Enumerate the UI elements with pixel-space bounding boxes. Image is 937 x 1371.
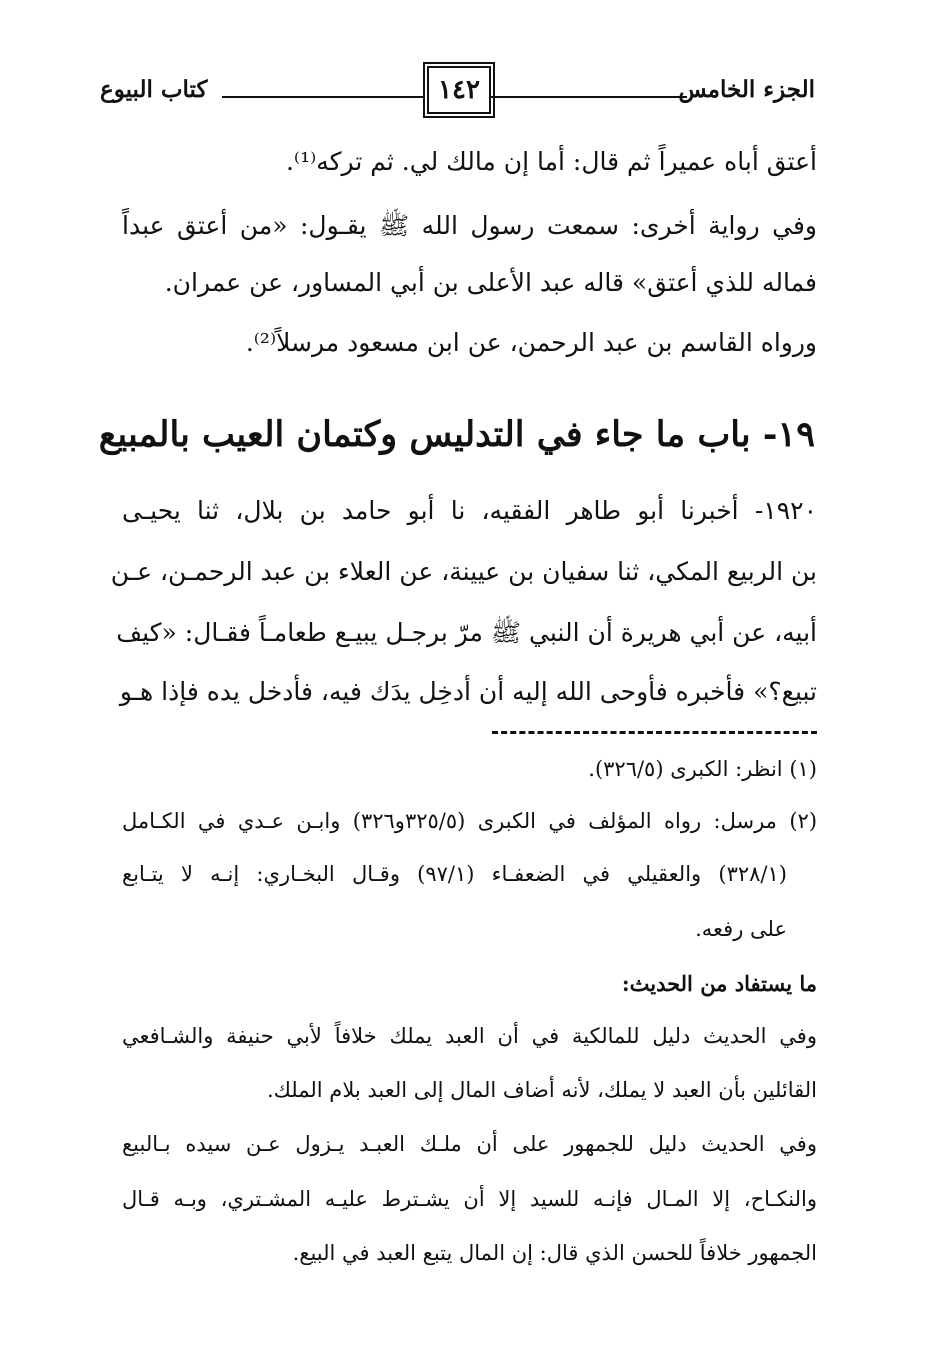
section-heading: ما يستفاد من الحديث: bbox=[621, 971, 817, 996]
footnote-line: والنكـاح، إلا المـال فإنـه للسيد إلا أن يشـترط عليـه المشـتري، وبـه قـال bbox=[122, 1187, 817, 1211]
footnote-line: وفي الحديث دليل للجمهور على أن ملـك العبـد يـزول عـن سيده بـالبيع bbox=[122, 1132, 817, 1156]
part-label: الجزء الخامس bbox=[678, 76, 815, 103]
footnote-line: (٢) مرسل: رواه المؤلف في الكبرى (٣٢٥/٥و٣٢٦) وابـن عـدي في الكـامل bbox=[122, 809, 818, 833]
text-line: أعتق أباه عميراً ثم قال: أما إن مالك لي. ثم تركه⁽¹⁾. bbox=[285, 147, 817, 176]
text-line: فماله للذي أعتق» قاله عبد الأعلى بن أبي المساور، عن عمران. bbox=[164, 268, 817, 297]
text-line: أبيه، عن أبي هريرة أن النبي ﷺ مرّ برجـل يبيـع طعامـاً فقـال: «كيف bbox=[116, 618, 817, 647]
text-line: ورواه القاسم بن عبد الرحمن، عن ابن مسعود مرسلاً⁽²⁾. bbox=[245, 328, 817, 357]
footnote-line: القائلين بأن العبد لا يملك، لأنه أضاف المال إلى العبد بلام الملك. bbox=[266, 1078, 817, 1102]
book-label: كتاب البيوع bbox=[100, 76, 208, 103]
page-number: ١٤٢ bbox=[427, 66, 491, 114]
footnote-line: على رفعه. bbox=[695, 917, 787, 941]
footnote-line: الجمهور خلافاً للحسن الذي قال: إن المال يتبع العبد في البيع. bbox=[292, 1241, 817, 1265]
running-header bbox=[100, 66, 815, 120]
footnote-line: وفي الحديث دليل للمالكية في أن العبد يملك خلافاً لأبي حنيفة والشـافعي bbox=[122, 1024, 817, 1048]
header-rule-right bbox=[491, 96, 687, 98]
footnote-line: (٣٢٨/١) والعقيلي في الضعفـاء (٩٧/١) وقـال البخـاري: إنـه لا يتـابع bbox=[122, 862, 787, 886]
text-line: بن الربيع المكي، ثنا سفيان بن عيينة، عن العلاء بن عبد الرحمـن، عـن bbox=[110, 557, 817, 586]
footnote-separator bbox=[492, 731, 817, 734]
text-line: وفي رواية أخرى: سمعت رسول الله ﷺ يقـول: «من أعتق عبداً bbox=[122, 211, 817, 240]
text-line: ١٩٢٠- أخبرنا أبو طاهر الفقيه، نا أبو حامد بن بلال، ثنا يحيـى bbox=[122, 496, 817, 525]
text-line: تبيع؟» فأخبره فأوحى الله إليه أن أدخِل يدَك فيه، فأدخل يده فإذا هـو bbox=[119, 677, 817, 706]
footnote-line: (١) انظر: الكبرى (٣٢٦/٥). bbox=[588, 757, 817, 781]
chapter-title: ١٩- باب ما جاء في التدليس وكتمان العيب بالمبيع bbox=[98, 414, 815, 455]
header-rule-left bbox=[222, 96, 425, 98]
